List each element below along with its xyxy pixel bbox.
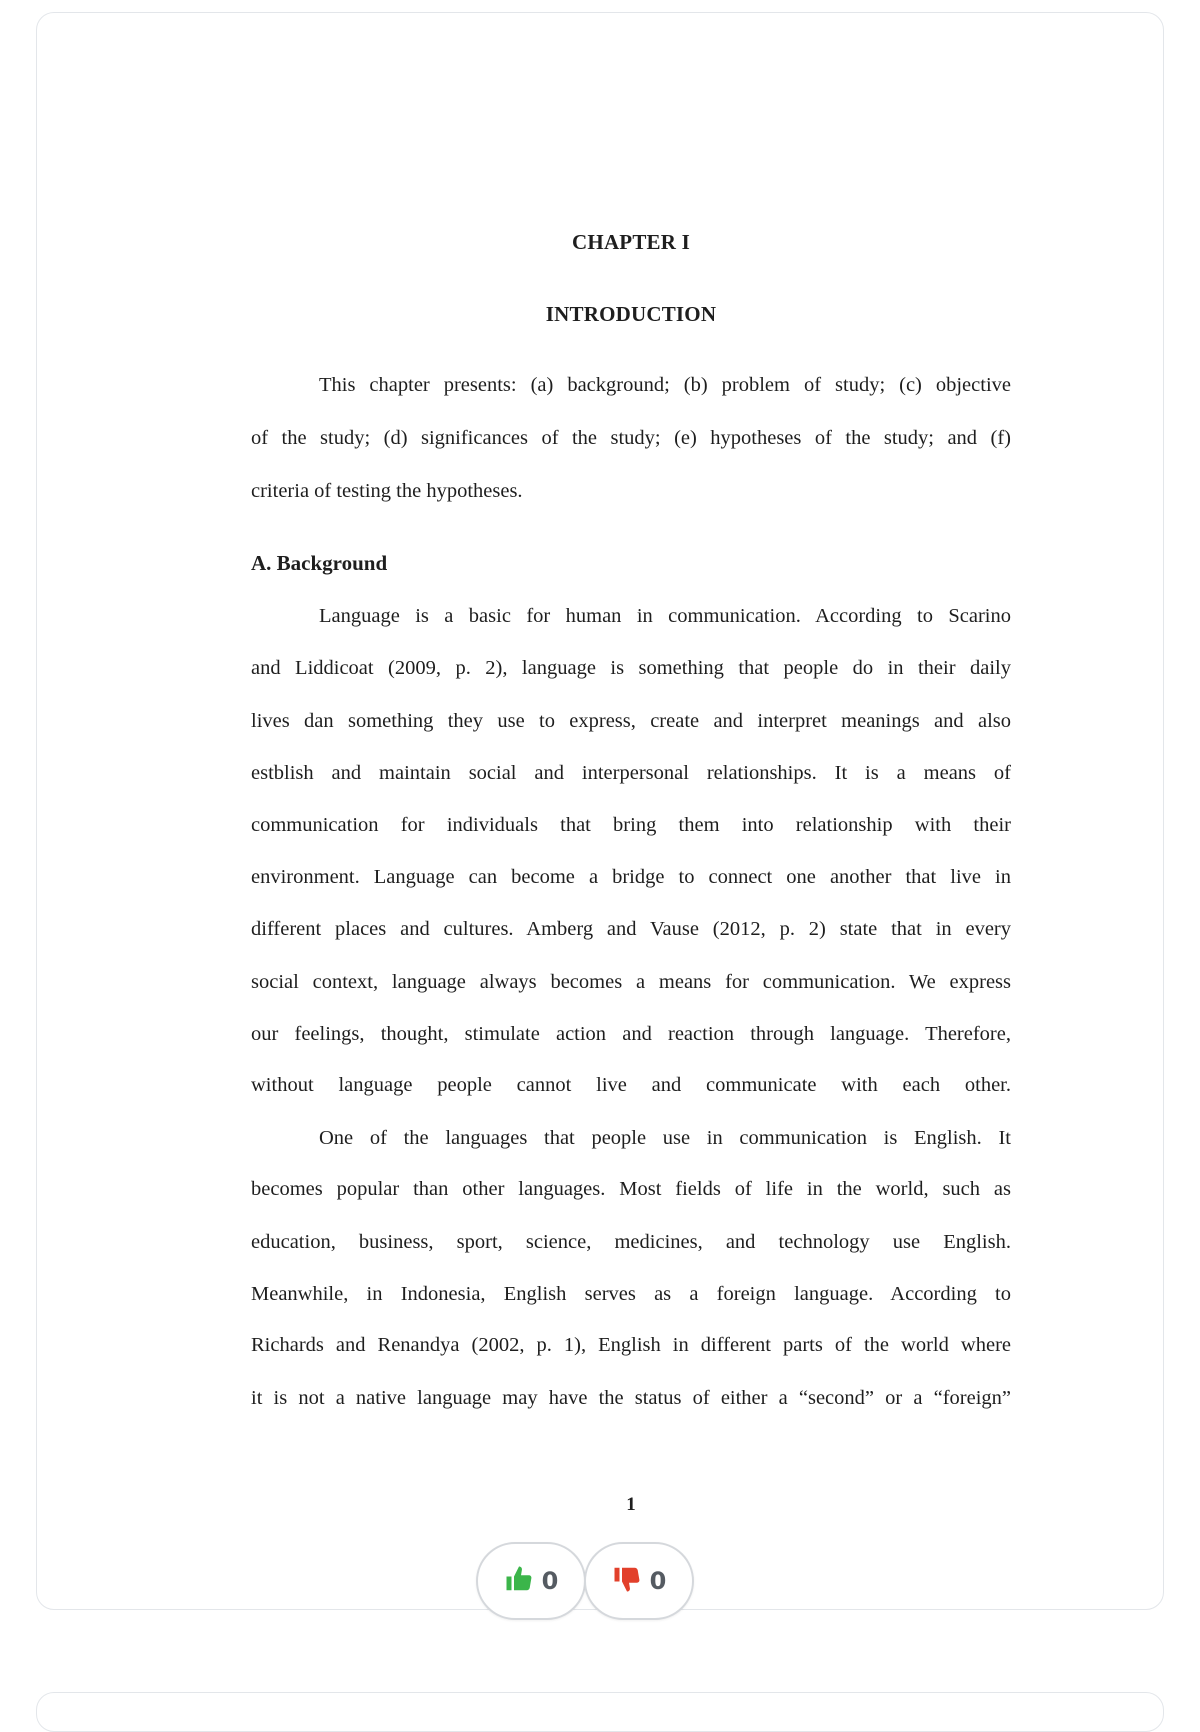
paragraph-line: it is not a native language may have the status of either a “second” or a “foreign” [251,1387,1011,1409]
chapter-title: INTRODUCTION [545,302,717,326]
paragraph-line: lives dan something they use to express, create and interpret meanings and also [251,710,1011,732]
next-document-page [36,1692,1164,1732]
paragraph-line: estblish and maintain social and interpersonal relationships. It is a means of [251,762,1011,784]
upvote-button[interactable] [476,1542,586,1620]
vote-bar [476,1542,698,1624]
intro-line: of the study; (d) significances of the study; (e) hypotheses of the study; and (f) [251,427,1011,449]
section-heading: A. Background [251,551,388,575]
paragraph-line: environment. Language can become a bridge to connect one another that live in [251,866,1011,888]
paragraph-line: Language is a basic for human in communication. According to Scarino [319,605,1011,627]
paragraph-line: communication for individuals that bring them into relationship with their [251,814,1011,836]
upvote-count: 0 [541,1567,559,1595]
paragraph-line: One of the languages that people use in communication is English. It [319,1127,1011,1149]
chapter-label: CHAPTER I [572,230,690,254]
paragraph-line: different places and cultures. Amberg and Vause (2012, p. 2) state that in every [251,918,1011,940]
paragraph-line: Richards and Renandya (2002, p. 1), English in different parts of the world where [251,1334,1011,1356]
paragraph-line: becomes popular than other languages. Most fields of life in the world, such as [251,1178,1011,1200]
thumbs-up-icon [504,1564,542,1599]
thumbs-down-icon [612,1564,650,1599]
paragraph-line: and Liddicoat (2009, p. 2), language is something that people do in their daily [251,657,1011,679]
intro-line: This chapter presents: (a) background; (b) problem of study; (c) objective [319,374,1011,396]
paragraph-line: social context, language always becomes a means for communication. We express [251,971,1011,993]
paragraph-line: education, business, sport, science, medicines, and technology use English. [251,1231,1011,1253]
paragraph-line: our feelings, thought, stimulate action and reaction through language. Therefore, [251,1023,1011,1045]
downvote-button[interactable] [584,1542,694,1620]
paragraph-line: Meanwhile, in Indonesia, English serves as a foreign language. According to [251,1283,1011,1305]
page-number: 1 [626,1494,636,1515]
paragraph-line: without language people cannot live and communicate with each other. [251,1074,1011,1096]
downvote-count: 0 [649,1567,667,1595]
intro-line: criteria of testing the hypotheses. [251,480,523,502]
